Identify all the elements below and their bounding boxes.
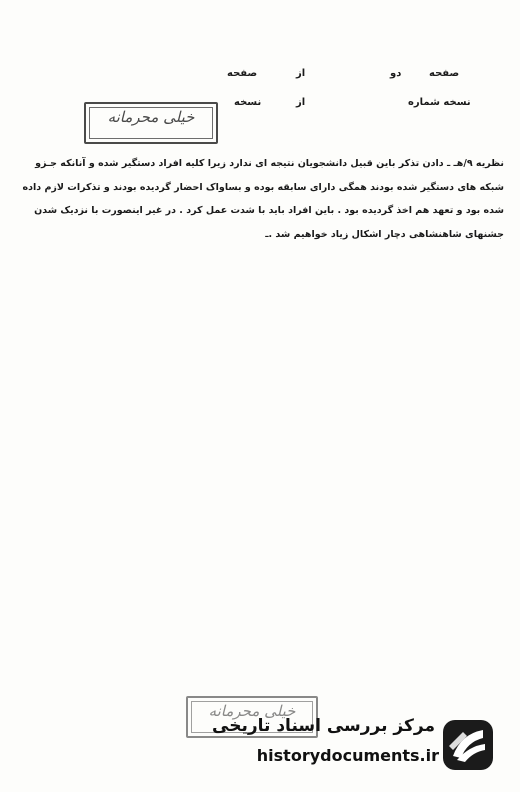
body-line: جشنهای شاهنشاهی دچار اشکال زیاد خواهیم شد .ـ [265,228,504,240]
archive-logo-icon [439,716,497,774]
header-copy-word: نسخه [234,97,262,108]
header-page-word-total: صفحه [227,68,258,79]
archive-title: مرکز بررسی اسناد تاریخی [212,716,435,736]
header-page-number: دو [390,68,402,79]
stamp-top-text: خیلی محرمانه [107,108,195,126]
document-body [18,152,504,246]
header-copy-number-label: نسخه شماره [408,97,471,108]
archive-url: historydocuments.ir [256,746,439,765]
archive-watermark [212,716,497,778]
stamp-bottom-text: خیلی محرمانه [208,702,296,720]
header-of-label: از [296,68,306,79]
classification-stamp-top [84,102,218,144]
body-line: شده بود و تعهد هم اخذ گردیده بود . باین افراد باید با شدت عمل کرد . در غیر اینصورت با نزدیک شدن [34,205,504,216]
body-line: نظریه ۹/هـ ـ دادن تذکر باین قبیل دانشجویان نتیجه ای ندارد زیرا کلیه افراد دستگیر شده و آنانکه جـزو [35,158,504,169]
header-of-label-2: از [296,97,306,108]
header-page-word: صفحه [429,68,460,79]
body-line: شبکه های دستگیر شده بودند همگی دارای سابقه بوده و بساواک احضار گردیده بودند و تذکرات لازم داده [22,181,504,193]
